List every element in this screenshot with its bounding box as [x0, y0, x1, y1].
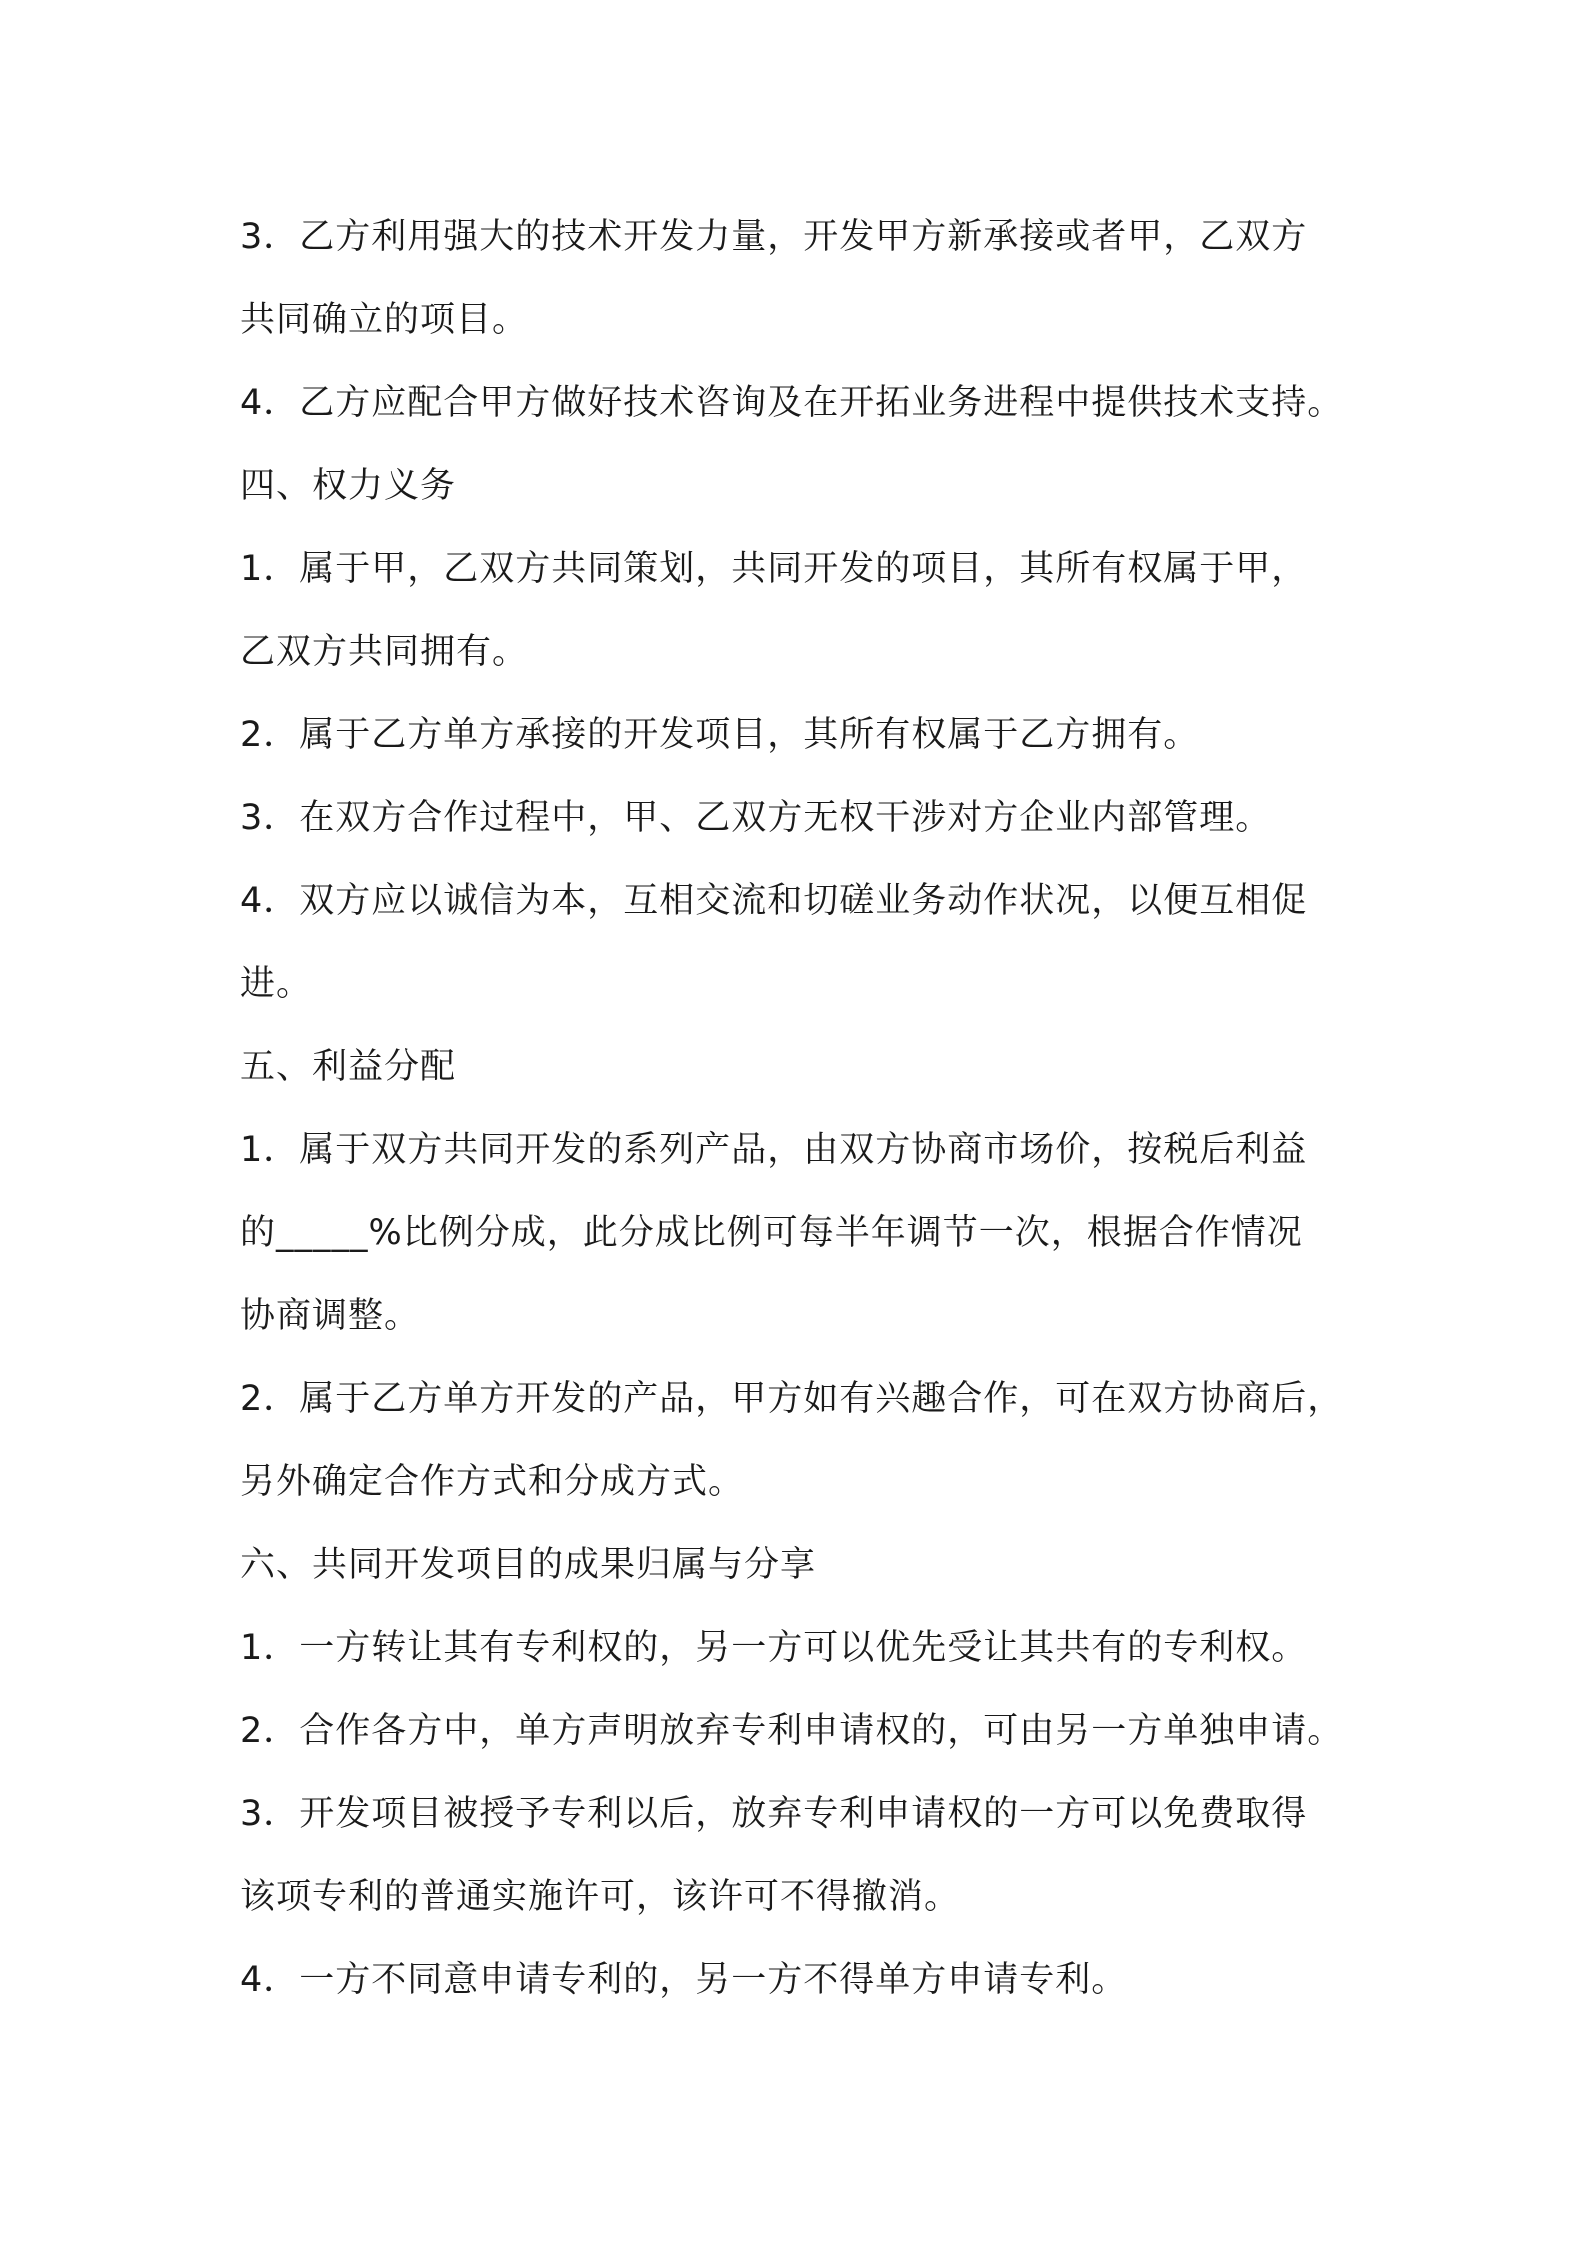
section-heading: 五、利益分配 [240, 1047, 457, 1087]
text-line: 进。 [240, 964, 313, 1004]
text-line: 3．乙方利用强大的技术开发力量，开发甲方新承接或者甲，乙双方 [240, 217, 1308, 257]
text-line: 4．乙方应配合甲方做好技术咨询及在开拓业务进程中提供技术支持。 [240, 383, 1344, 423]
text-line: 1．一方转让其有专利权的，另一方可以优先受让其共有的专利权。 [240, 1628, 1308, 1668]
text-line: 1．属于甲，乙双方共同策划，共同开发的项目，其所有权属于甲， [240, 549, 1308, 589]
text-line: 共同确立的项目。 [240, 300, 529, 340]
text-line: 3．在双方合作过程中，甲、乙双方无权干涉对方企业内部管理。 [240, 798, 1272, 838]
text-line: 2．合作各方中，单方声明放弃专利申请权的，可由另一方单独申请。 [240, 1711, 1344, 1751]
document-body [240, 196, 1380, 2022]
text-line: 1．属于双方共同开发的系列产品，由双方协商市场价，按税后利益 [240, 1130, 1308, 1170]
text-line: 4．一方不同意申请专利的，另一方不得单方申请专利。 [240, 1960, 1128, 2000]
text-line: 该项专利的普通实施许可，该许可不得撤消。 [240, 1877, 961, 1917]
text-line: 乙双方共同拥有。 [240, 632, 529, 672]
section-heading: 六、共同开发项目的成果归属与分享 [240, 1545, 817, 1585]
text-line: 的_____%比例分成，此分成比例可每半年调节一次，根据合作情况 [240, 1213, 1303, 1253]
text-line: 2．属于乙方单方承接的开发项目，其所有权属于乙方拥有。 [240, 715, 1200, 755]
text-line: 4．双方应以诚信为本，互相交流和切磋业务动作状况，以便互相促 [240, 881, 1308, 921]
section-heading: 四、权力义务 [240, 466, 457, 506]
text-line: 另外确定合作方式和分成方式。 [240, 1462, 745, 1502]
text-line: 3．开发项目被授予专利以后，放弃专利申请权的一方可以免费取得 [240, 1794, 1308, 1834]
text-line: 协商调整。 [240, 1296, 421, 1336]
text-line: 2．属于乙方单方开发的产品，甲方如有兴趣合作，可在双方协商后， [240, 1379, 1344, 1419]
